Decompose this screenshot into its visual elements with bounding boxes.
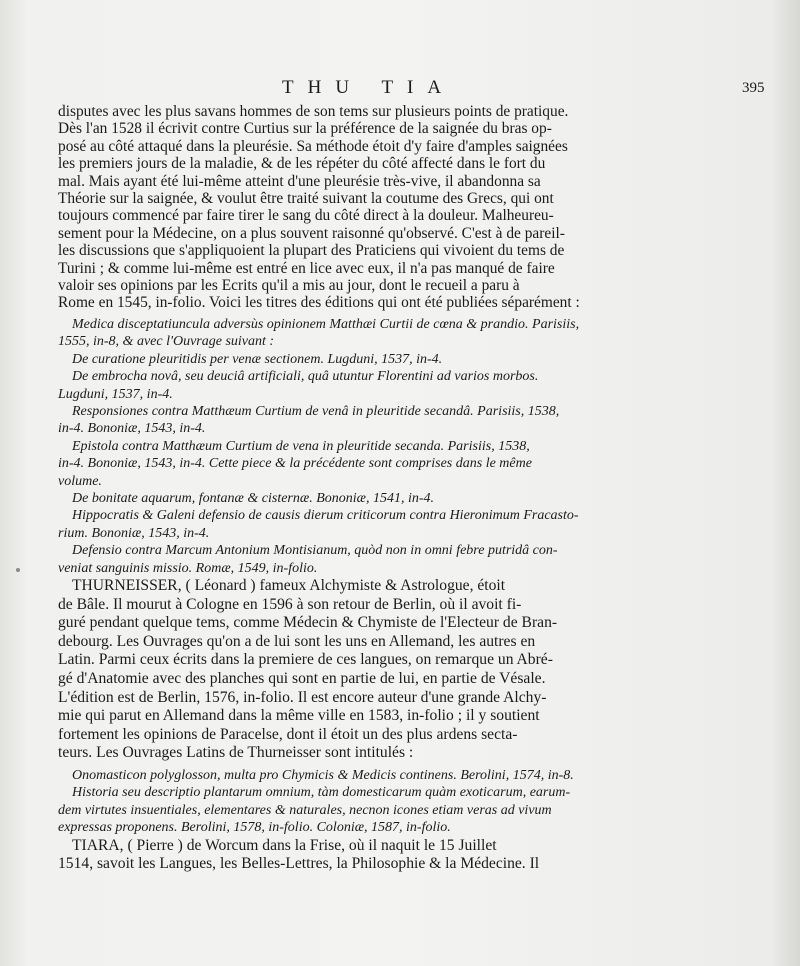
text-line: Hippocratis & Galeni defensio de causis dierum criticorum contra Hieronimum Fracasto-	[72, 508, 579, 524]
text-line: Théorie sur la saignée, & voulut être traité suivant la coutume des Grecs, qui ont	[58, 190, 554, 208]
page-number: 395	[742, 80, 765, 96]
text-line: Onomasticon polyglosson, multa pro Chymicis & Medicis continens. Berolini, 1574, in-8.	[72, 767, 574, 783]
text-line: mie qui parut en Allemand dans la même ville en 1583, in-folio ; il y soutient	[58, 707, 540, 725]
paragraph-turini	[58, 103, 682, 312]
text-line: rium. Bononiæ, 1543, in-4.	[58, 525, 210, 541]
text-line: les premiers jours de la maladie, & de les répéter du côté affecté dans le fort du	[58, 155, 546, 173]
text-line: Epistola contra Matthæum Curtium de vena in pleuritide secanda. Parisiis, 1538,	[72, 438, 530, 454]
text-line: Rome en 1545, in-folio. Voici les titres des éditions qui ont été publiées séparément :	[58, 294, 580, 312]
text-line: teurs. Les Ouvrages Latins de Thurneisser sont intitulés :	[58, 744, 414, 762]
works-list-thurneisser	[58, 767, 682, 837]
text-line: fortement les opinions de Paracelse, dont il étoit un des plus ardens secta-	[58, 725, 518, 743]
text-line: toujours commencé par faire tirer le sang du côté direct à la douleur. Malheureu-	[58, 207, 554, 225]
entry-tiara	[58, 837, 682, 874]
text-line: guré pendant quelque tems, comme Médecin & Chymiste de l'Electeur de Bran-	[58, 614, 558, 632]
text-line: posé au côté attaqué dans la pleurésie. Sa méthode étoit d'y faire d'amples saignées	[58, 137, 568, 155]
text-line: veniat sanguinis missio. Romæ, 1549, in-folio.	[58, 560, 318, 576]
text-line: Medica disceptatiuncula adversùs opinionem Matthæi Curtii de cœna & prandio. Parisiis,	[72, 316, 580, 332]
text-line: Defensio contra Marcum Antonium Montisianum, quòd non in omni febre putridâ con-	[72, 543, 558, 559]
text-line: Responsiones contra Matthæum Curtium de venâ in pleuritide secandâ. Parisiis, 1538,	[72, 403, 560, 419]
text-line: Latin. Parmi ceux écrits dans la premiere de ces langues, on remarque un Abré-	[58, 651, 553, 669]
text-line: in-4. Bononiæ, 1543, in-4.	[58, 421, 206, 437]
text-line: de Bâle. Il mourut à Cologne en 1596 à son retour de Berlin, où il avoit fi-	[58, 595, 522, 613]
text-line: les discussions que s'appliquoient la plupart des Praticiens qui vivoient du tems de	[58, 242, 565, 260]
text-line: TIARA, ( Pierre ) de Worcum dans la Frise, où il naquit le 15 Juillet	[72, 836, 497, 854]
running-title: THU TIA	[282, 77, 456, 98]
text-line: THURNEISSER, ( Léonard ) fameux Alchymiste & Astrologue, étoit	[72, 576, 506, 594]
text-line: Turini ; & comme lui-même est entré en lice avec eux, il n'a pas manqué de faire	[58, 259, 555, 277]
body-text	[58, 103, 682, 874]
text-line: Lugduni, 1537, in-4.	[58, 386, 173, 402]
works-list-turini	[58, 316, 682, 577]
text-line: gé d'Anatomie avec des planches qui sont en partie de lui, en partie de Vésale.	[58, 669, 546, 687]
text-line: Historia seu descriptio plantarum omnium, tàm domesticarum quàm exoticarum, earum-	[72, 785, 571, 801]
text-line: debourg. Les Ouvrages qu'on a de lui sont les uns en Allemand, les autres en	[58, 632, 536, 650]
margin-speck	[16, 568, 20, 572]
text-line: De curatione pleuritidis per venæ sectionem. Lugduni, 1537, in-4.	[72, 351, 443, 367]
text-line: mal. Mais ayant été lui-même atteint d'une pleurésie très-vive, il abandonna sa	[58, 172, 541, 190]
text-line: in-4. Bononiæ, 1543, in-4. Cette piece & la précédente sont comprises dans le même	[58, 456, 532, 472]
text-line: De embrocha novâ, seu deuciâ artificiali, quâ utuntur Florentini ad varios morbos.	[72, 369, 539, 385]
page-header	[0, 77, 800, 101]
text-line: Dès l'an 1528 il écrivit contre Curtius sur la préférence de la saignée du bras op-	[58, 120, 552, 138]
text-line: dem virtutes insuentiales, elementares & naturales, necnon icones etiam veras ad vivum	[58, 802, 552, 818]
text-line: valoir ses opinions par les Ecrits qu'il a mis au jour, dont le recueil a paru à	[58, 277, 520, 295]
text-line: 1555, in-8, & avec l'Ouvrage suivant :	[58, 334, 275, 350]
text-line: sement pour la Médecine, on a plus souvent raisonné qu'observé. C'est à de pareil-	[58, 224, 565, 242]
text-line: disputes avec les plus savans hommes de son tems sur plusieurs points de pratique.	[58, 103, 569, 120]
text-line: 1514, savoit les Langues, les Belles-Lettres, la Philosophie & la Médecine. Il	[58, 855, 540, 873]
text-line: expressas proponens. Berolini, 1578, in-folio. Coloniæ, 1587, in-folio.	[58, 820, 451, 836]
text-line: De bonitate aquarum, fontanæ & cisternæ. Bononiæ, 1541, in-4.	[72, 490, 435, 506]
text-line: volume.	[58, 473, 102, 489]
text-line: L'édition est de Berlin, 1576, in-folio. Il est encore auteur d'une grande Alchy-	[58, 688, 547, 706]
entry-thurneisser	[58, 577, 682, 763]
